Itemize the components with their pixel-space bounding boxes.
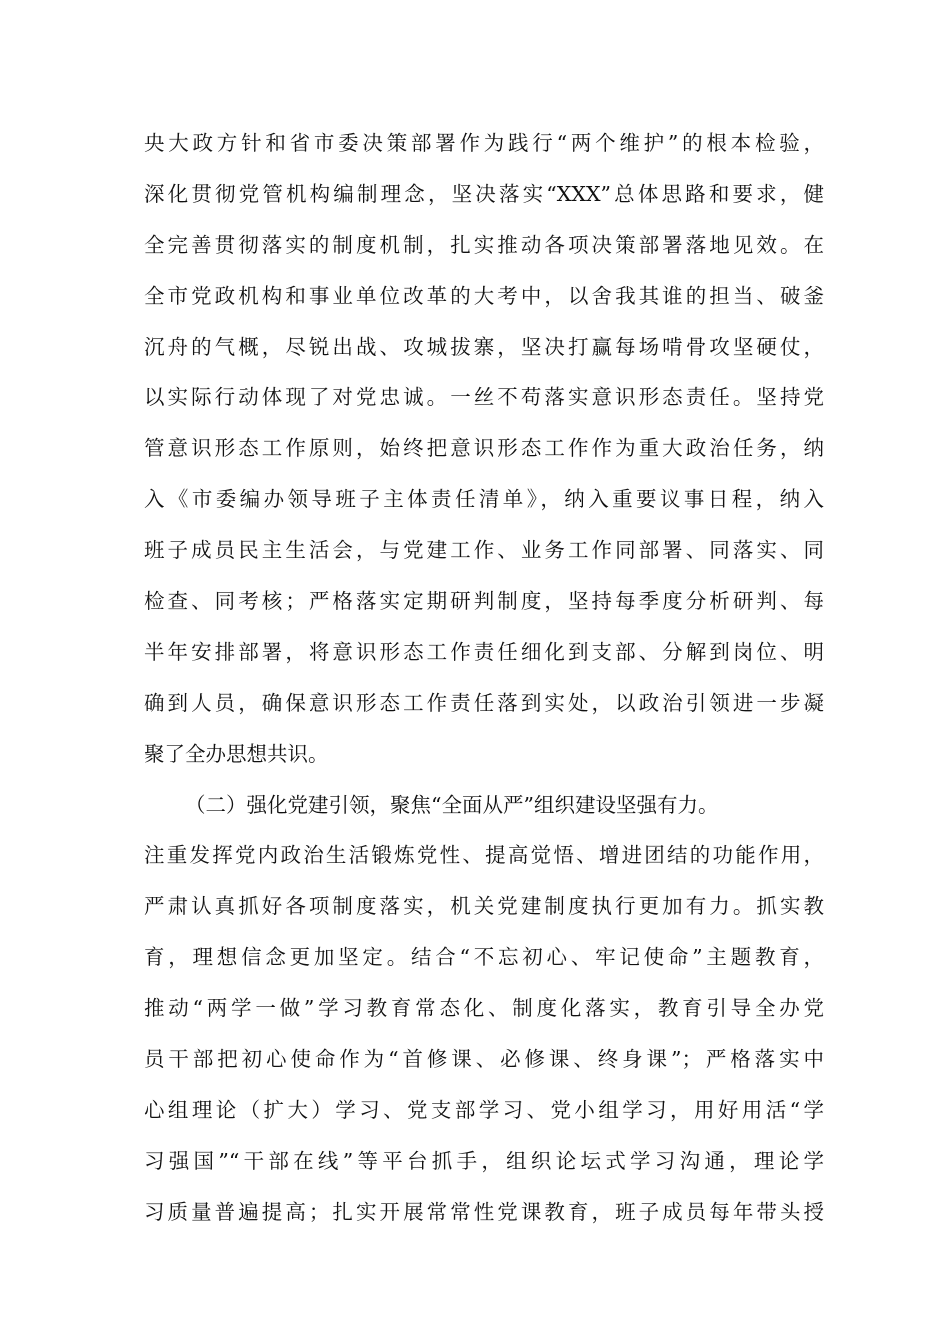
text-line: 推动“两学一做”学习教育常态化、制度化落实，教育引导全办党 — [144, 996, 824, 1021]
text-line: 以实际行动体现了对党忠诚。一丝不苟落实意识形态责任。坚持党 — [144, 385, 824, 410]
text-line: 沉舟的气概，尽锐出战、攻城拔寨，坚决打赢每场啃骨攻坚硬仗， — [144, 334, 824, 359]
text-line: 心组理论（扩大）学习、党支部学习、党小组学习，用好用活“学 — [144, 1097, 824, 1122]
text-line: 员干部把初心使命作为“首修课、必修课、终身课”；严格落实中 — [144, 1047, 824, 1072]
text-line: 习质量普遍提高；扎实开展常常性党课教育，班子成员每年带头授 — [144, 1199, 824, 1224]
body-text — [144, 118, 824, 1238]
text-line: 确到人员，确保意识形态工作责任落到实处，以政治引领进一步凝 — [144, 690, 824, 715]
text-line: 深化贯彻党管机构编制理念，坚决落实“XXX”总体思路和要求，健 — [144, 181, 824, 206]
text-line: 班子成员民主生活会，与党建工作、业务工作同部署、同落实、同 — [144, 538, 824, 563]
text-line: 检查、同考核；严格落实定期研判制度，坚持每季度分析研判、每 — [144, 589, 824, 614]
section-heading-line: （二）强化党建引领，聚焦“全面从严”组织建设坚强有力。 — [185, 792, 719, 817]
text-line: 育，理想信念更加坚定。结合“不忘初心、牢记使命”主题教育， — [144, 945, 824, 970]
text-line: 半年安排部署，将意识形态工作责任细化到支部、分解到岗位、明 — [144, 639, 824, 664]
text-line: 央大政方针和省市委决策部署作为践行“两个维护”的根本检验， — [144, 131, 824, 155]
text-line: 聚了全办思想共识。 — [144, 741, 329, 766]
text-line: 全市党政机构和事业单位改革的大考中，以舍我其谁的担当、破釜 — [144, 283, 824, 308]
text-line: 入《市委编办领导班子主体责任清单》，纳入重要议事日程，纳入 — [144, 487, 824, 512]
text-line: 管意识形态工作原则，始终把意识形态工作作为重大政治任务，纳 — [144, 436, 824, 461]
text-line: 严肃认真抓好各项制度落实，机关党建制度执行更加有力。抓实教 — [144, 894, 824, 919]
text-line: 全完善贯彻落实的制度机制，扎实推动各项决策部署落地见效。在 — [144, 232, 824, 257]
text-line: 习强国”“干部在线”等平台抓手，组织论坛式学习沟通，理论学 — [144, 1148, 824, 1173]
text-line: 注重发挥党内政治生活锻炼党性、提高觉悟、增进团结的功能作用， — [144, 843, 824, 868]
